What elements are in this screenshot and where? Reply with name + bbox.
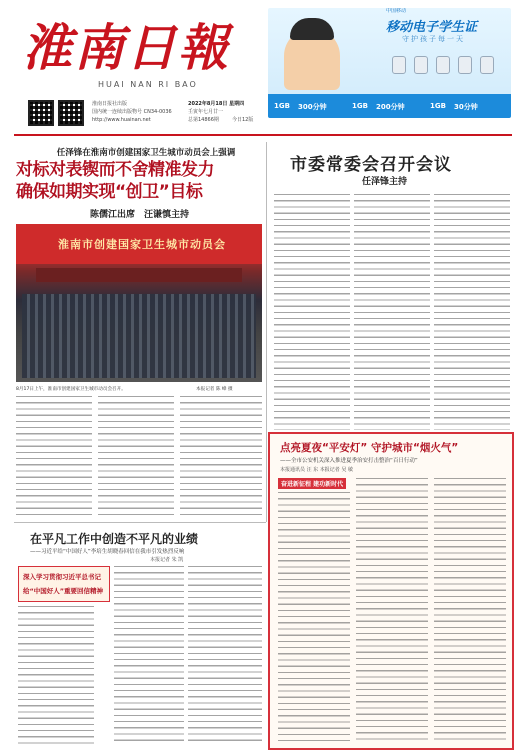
- masthead-title: 淮南日報: [22, 18, 230, 77]
- story-weishi-body-col3: [180, 396, 262, 518]
- qr-code-icon: [28, 100, 54, 126]
- section-divider: [14, 522, 266, 523]
- watch-icon: [436, 56, 450, 74]
- ad-title: 移动电子学生证: [386, 20, 478, 35]
- story-haoren-headline: 在平凡工作中创造不平凡的业绩: [30, 532, 199, 546]
- masthead-divider: [14, 134, 512, 136]
- photo-podium: [36, 268, 242, 282]
- photo-audience: [22, 294, 256, 378]
- story-haoren-body-col2: [114, 566, 184, 746]
- masthead-pinyin: HUAI NAN RI BAO: [98, 80, 198, 89]
- masthead-publisher: 淮南日报社出版: [92, 101, 128, 107]
- masthead-issue: 总第14866期: [188, 117, 219, 123]
- story-changwei-byline: 任泽锋主持: [362, 177, 408, 187]
- masthead-date: 2022年8月18日 星期四: [188, 101, 245, 107]
- story-study-line1: 深入学习贯彻习近平总书记: [23, 573, 101, 581]
- watch-icon: [392, 56, 406, 74]
- story-changwei-headline: 市委常委会召开会议: [290, 155, 452, 175]
- story-haoren-byline: 本报记者 朱 凯: [150, 557, 184, 563]
- story-police-box: [268, 432, 514, 750]
- ad-child-hair: [290, 18, 334, 40]
- story-weishi-photo-credit: 本报记者 陈 峰 摄: [196, 387, 233, 392]
- story-changwei-body-col3: [434, 194, 510, 430]
- story-weishi-kicker: 任泽锋在淮南市创建国家卫生城市动员会上强调: [56, 148, 236, 158]
- story-weishi-body-col2: [98, 396, 174, 518]
- story-police-body-col2: [356, 478, 428, 744]
- story-study-line2: 给“中国好人”重要回信精神: [23, 587, 104, 595]
- story-police-body-col3: [434, 478, 506, 744]
- masthead-issn: 国内统一连续出版物号 CN34-0036: [92, 109, 172, 115]
- story-haoren-body-col3: [188, 566, 262, 746]
- ad-plan-item: 1GB: [274, 102, 290, 110]
- story-weishi-headline-1: 对标对表锲而不舍精准发力: [16, 160, 214, 180]
- story-weishi-byline: 陈儒江出席 汪谦慎主持: [90, 210, 190, 220]
- masthead-pages: 今日12版: [232, 117, 254, 123]
- story-study-box: [18, 566, 110, 602]
- qr-code-icon: [58, 100, 84, 126]
- photo-banner-text: 淮南市创建国家卫生城市动员会: [58, 238, 226, 251]
- story-haoren-body-col1: [18, 606, 94, 746]
- watch-icon: [458, 56, 472, 74]
- ad-plan-item: 1GB: [352, 102, 368, 110]
- story-haoren-subhead: ——习近平给“中国好人”李培生胡晓春回信在我市引发热烈反响: [30, 549, 185, 555]
- story-police-body-col1: [278, 492, 350, 744]
- ad-banner[interactable]: [268, 8, 511, 118]
- story-police-subhead: ——全市公安机关深入推进夏季治安打击整治“百日行动”: [280, 458, 418, 464]
- story-police-tag: 奋进新征程 建功新时代: [278, 478, 346, 489]
- masthead-website: http://www.huainan.net: [92, 117, 151, 123]
- ad-plan-item: 30分钟: [454, 103, 478, 111]
- story-changwei-body-col2: [354, 194, 430, 430]
- ad-plan-item: 200分钟: [376, 103, 405, 111]
- story-police-headline: 点亮夏夜“平安灯” 守护城市“烟火气”: [280, 442, 459, 454]
- ad-plan-item: 1GB: [430, 102, 446, 110]
- masthead-lunar: 壬寅年七月廿一: [188, 109, 224, 115]
- story-weishi-photo[interactable]: [16, 224, 262, 382]
- watch-icon: [414, 56, 428, 74]
- story-changwei-body-col1: [274, 194, 350, 430]
- watch-icon: [480, 56, 494, 74]
- story-weishi-headline-2: 确保如期实现“创卫”目标: [16, 182, 203, 202]
- story-weishi-body-col1: [16, 396, 92, 518]
- story-weishi-caption: 8月17日上午，淮南市创建国家卫生城市动员会召开。: [16, 387, 126, 392]
- column-divider: [266, 142, 267, 522]
- ad-brand: 中国移动: [386, 8, 407, 14]
- ad-subtitle: 守护孩子每一天: [402, 35, 465, 43]
- ad-plan-bar: [268, 94, 511, 118]
- ad-plan-item: 300分钟: [298, 103, 327, 111]
- story-police-byline: 本报通讯员 汪 东 本报记者 吴 敏: [280, 467, 353, 473]
